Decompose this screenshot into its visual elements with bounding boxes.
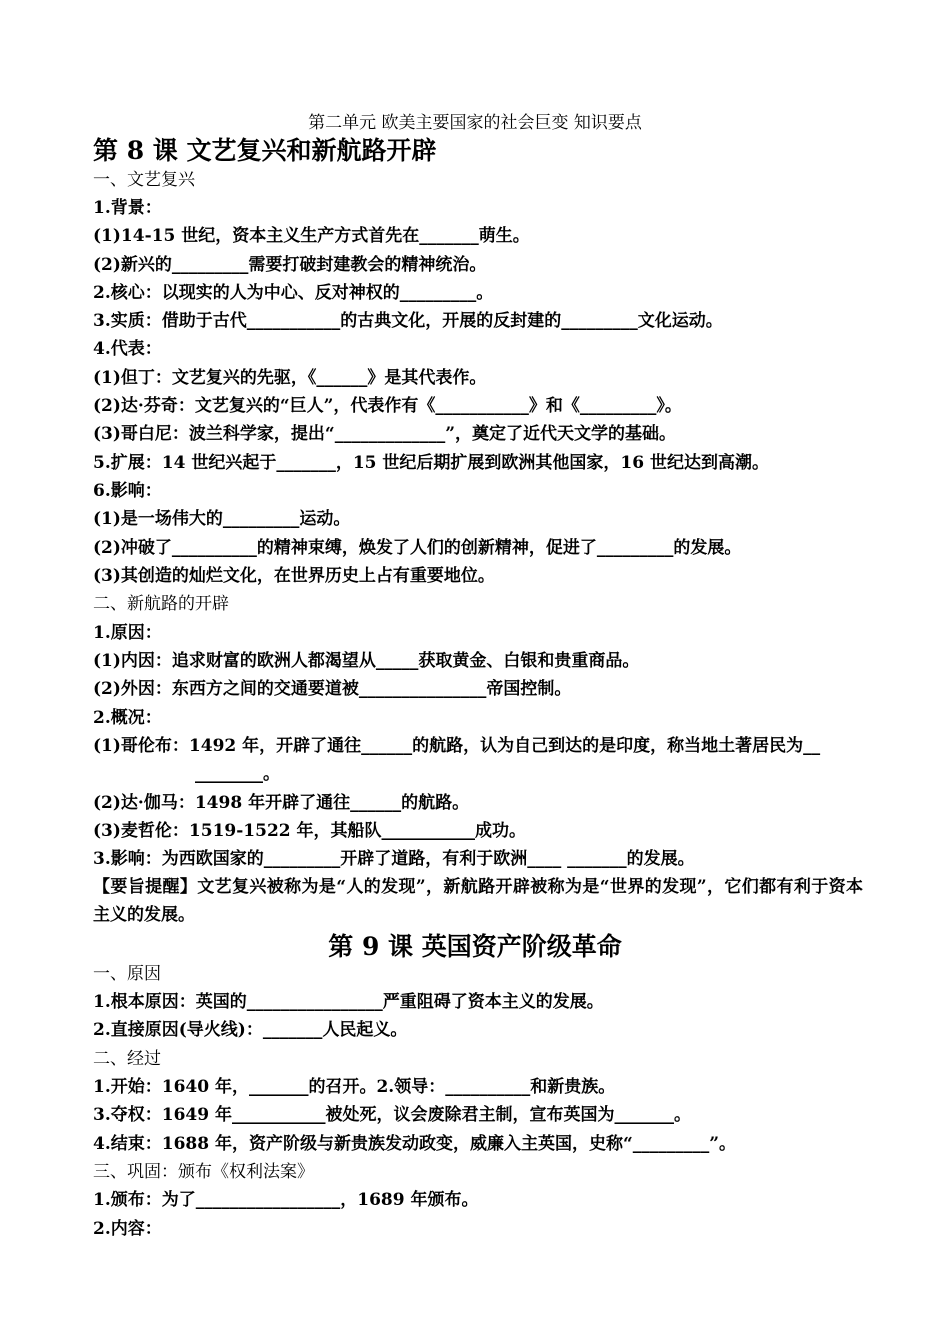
- text-line: (2)冲破了__________的精神束缚，焕发了人们的创新精神，促进了_________的发展。: [93, 538, 742, 558]
- lesson-9-title: 第 9 课 英国资产阶级革命: [328, 932, 622, 961]
- text-line: (1)哥伦布：1492 年，开辟了通往______的航路，认为自己到达的是印度，称当地土著居民为__: [93, 736, 821, 756]
- text-line: (1)但丁：文艺复兴的先驱，《______》是其代表作。: [93, 368, 487, 388]
- text-line: (2)新兴的_________需要打破封建教会的精神统治。: [93, 255, 487, 275]
- text-line: (3)其创造的灿烂文化，在世界历史上占有重要地位。: [93, 566, 495, 586]
- text-line: 1.原因：: [93, 623, 162, 643]
- text-line: 1.背景：: [93, 198, 162, 218]
- section-consolidation: 三、巩固：颁布《权利法案》: [93, 1162, 314, 1182]
- text-line: 4.结束：1688 年，资产阶级与新贵族发动政变，威廉入主英国，史称“_________”。: [93, 1134, 737, 1154]
- text-line: 1.开始：1640 年，_______的召开。2.领导：__________和新贵族。: [93, 1077, 616, 1097]
- text-line: 3.影响：为西欧国家的_________开辟了道路，有利于欧洲____ _______的发展。: [93, 849, 695, 869]
- section-process: 二、经过: [93, 1049, 161, 1069]
- text-line: (2)达·伽马：1498 年开辟了通往______的航路。: [93, 793, 470, 813]
- text-line: (1)是一场伟大的_________运动。: [93, 509, 351, 529]
- section-new-routes: 二、新航路的开辟: [93, 594, 229, 614]
- section-causes: 一、原因: [93, 964, 161, 984]
- text-line: 2.概况：: [93, 708, 162, 728]
- document-title: 第二单元 欧美主要国家的社会巨变 知识要点: [308, 113, 642, 133]
- text-line: 3.夺权：1649 年___________被处死，议会废除君主制，宣布英国为_______。: [93, 1105, 691, 1125]
- text-line: 2.内容：: [93, 1219, 162, 1239]
- text-line: 4.代表：: [93, 339, 162, 359]
- text-line: ________。: [195, 764, 280, 784]
- key-reminder: 【要旨提醒】文艺复兴被称为是“人的发现”，新航路开辟被称为是“世界的发现”，它们都有利于资本主义的发展。: [93, 877, 863, 925]
- text-line: 6.影响：: [93, 481, 162, 501]
- text-line: 5.扩展：14 世纪兴起于_______，15 世纪后期扩展到欧洲其他国家，16 世纪达到高潮。: [93, 453, 769, 473]
- lesson-8-title: 第 8 课 文艺复兴和新航路开辟: [93, 136, 437, 165]
- text-line: 1.根本原因：英国的________________严重阻碍了资本主义的发展。: [93, 992, 604, 1012]
- text-line: 2.核心：以现实的人为中心、反对神权的_________。: [93, 283, 494, 303]
- text-line: 3.实质：借助于古代___________的古典文化，开展的反封建的_________文化运动。: [93, 311, 723, 331]
- text-line: (2)外因：东西方之间的交通要道被_______________帝国控制。: [93, 679, 572, 699]
- text-line: 1.颁布：为了_________________，1689 年颁布。: [93, 1190, 479, 1210]
- text-line: 2.直接原因(导火线)：_______人民起义。: [93, 1020, 408, 1040]
- text-line: (1)14-15 世纪，资本主义生产方式首先在_______萌生。: [93, 226, 530, 246]
- section-renaissance: 一、文艺复兴: [93, 170, 195, 190]
- text-line: (2)达·芬奇：文艺复兴的“巨人”，代表作有《___________》和《_________》。: [93, 396, 682, 416]
- text-line: (3)麦哲伦：1519-1522 年，其船队___________成功。: [93, 821, 527, 841]
- text-line: (1)内因：追求财富的欧洲人都渴望从_____获取黄金、白银和贵重商品。: [93, 651, 640, 671]
- text-line: (3)哥白尼：波兰科学家，提出“_____________”，奠定了近代天文学的基础。: [93, 424, 676, 444]
